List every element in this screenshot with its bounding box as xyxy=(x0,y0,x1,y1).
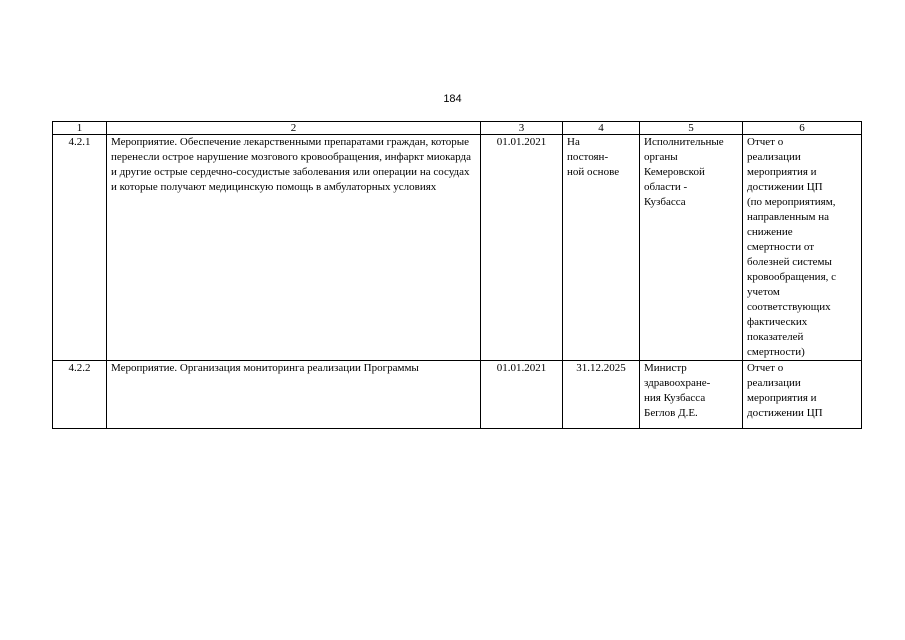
row-number-cell: 4.2.1 xyxy=(53,135,107,361)
event-description-cell: Мероприятие. Обеспечение лекарственными препаратами граждан, которые перенесли острое нарушение мозгового кровообращения, инфаркт миокарда и другие острые сердечно-сосудистые заболевания или операции на сосудах и которые получают медицинскую помощь в амбулаторных условиях xyxy=(107,135,481,361)
table-row xyxy=(53,135,862,361)
result-cell: Отчет о реализации мероприятия и достижении ЦП xyxy=(743,361,862,429)
start-date-cell: 01.01.2021 xyxy=(481,135,563,361)
row-number-cell: 4.2.2 xyxy=(53,361,107,429)
column-header-1: 1 xyxy=(53,122,107,135)
page-number: 184 xyxy=(443,93,462,105)
table-header-row xyxy=(53,122,862,135)
column-header-5: 5 xyxy=(640,122,743,135)
end-date-cell: На постоян- ной основе xyxy=(563,135,640,361)
column-header-3: 3 xyxy=(481,122,563,135)
end-date-cell: 31.12.2025 xyxy=(563,361,640,429)
start-date-cell: 01.01.2021 xyxy=(481,361,563,429)
program-events-table xyxy=(52,121,862,429)
column-header-2: 2 xyxy=(107,122,481,135)
responsible-cell: Министр здравоохране- ния Кузбасса Беглов Д.Е. xyxy=(640,361,743,429)
responsible-cell: Исполнительные органы Кемеровской области - Кузбасса xyxy=(640,135,743,361)
event-description-cell: Мероприятие. Организация мониторинга реализации Программы xyxy=(107,361,481,429)
column-header-4: 4 xyxy=(563,122,640,135)
table-row xyxy=(53,361,862,429)
column-header-6: 6 xyxy=(743,122,862,135)
result-cell: Отчет о реализации мероприятия и достижении ЦП (по мероприятиям, направленным на снижение смертности от болезней системы кровообращения, с учетом соответствующих фактических показателей смертности) xyxy=(743,135,862,361)
